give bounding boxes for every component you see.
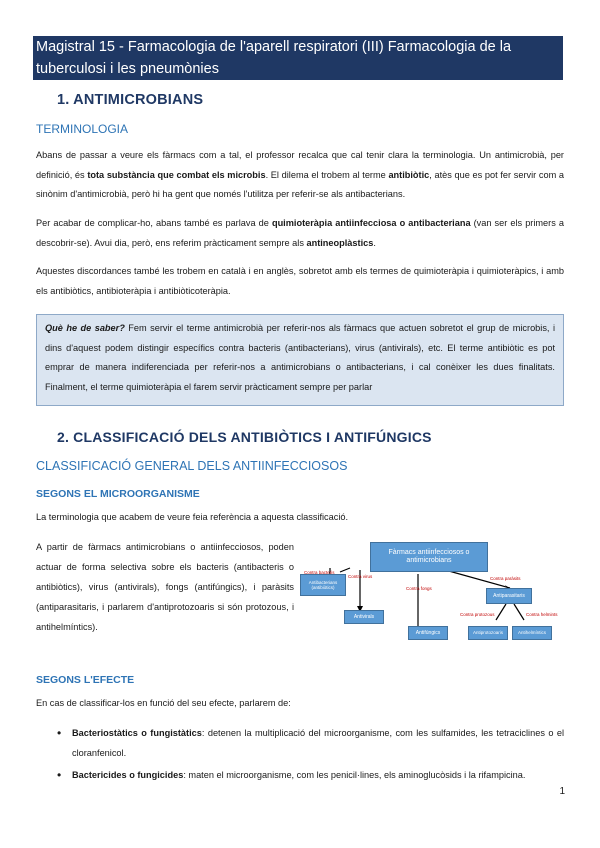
document-title: Magistral 15 - Farmacologia de l'aparell respiratori (III) Farmacologia de la tuberculosi i les pneumònies: [33, 36, 563, 80]
paragraph-effect-intro: En cas de classificar-los en funció del seu efecte, parlarem de:: [36, 698, 291, 708]
subheading-terminologia: TERMINOLOGIA: [36, 122, 129, 136]
effect-list: [36, 724, 564, 789]
key-points-box: [36, 314, 564, 406]
diagram-antiprotozoaris: Antiprotozoaris: [468, 626, 508, 640]
list-item: • Bacteriostàtics o fungistàtics: detenen la multiplicació del microorganisme, com les sulfamides, les tetraciclines o el cloranfenicol.: [36, 724, 564, 763]
subheading-classificacio-general: CLASSIFICACIÓ GENERAL DELS ANTIINFECCIOSOS: [36, 459, 348, 473]
paragraph-micro-detail: A partir de fàrmacs antimicrobians o antiinfecciosos, poden actuar de forma selectiva sobre els bacteris (antibacteris o antibiòtics), virus (antivirals), fongs (antifúngics), i paràsits (antiparasitaris, i parlarem d'antiprotozoaris si són protozous, i antihelmíntics).: [36, 542, 294, 632]
classification-diagram: [300, 536, 566, 648]
diagram-antibacterians: Antibacterians (antibiòtics): [300, 574, 346, 596]
section-heading-antimicrobians: 1. ANTIMICROBIANS: [57, 92, 204, 108]
diagram-label-fongs: Contra fongs: [406, 586, 432, 591]
diagram-label-helmints: Contra helmints: [526, 612, 558, 617]
diagram-antiparasitaris: Antiparasitaris: [486, 588, 532, 604]
paragraph-terminology-3: Aquestes discordances també les trobem en català i en anglès, sobretot amb els termes de quimioteràpia i quimioteràpics, i amb els antibiòtics, antibioteràpia i antibiòticoteràpia.: [36, 266, 564, 296]
diagram-antivirals: Antivirals: [344, 610, 384, 624]
diagram-label-parasits: Contra paràsits: [490, 576, 521, 581]
diagram-label-protozous: Contra protozous: [460, 612, 495, 617]
diagram-root: Fàrmacs antiinfecciosos o antimicrobians: [370, 542, 488, 572]
subheading-segons-microorganisme: SEGONS EL MICROORGANISME: [36, 488, 200, 500]
key-points-text: Fem servir el terme antimicrobià per referir-nos als fàrmacs que actuen sobretot el grup de microbis, i dins d'aquest podem distingir específics contra bacteris (antibacterians), virus (antivirals), etc. El terme antibiòtic es pot emprar de manera indiferenciada per referir-nos a antimicrobians o antibacterians, i cal conèixer les dues finalitats. Finalment, el terme quimioteràpia el farem servir pràcticament sempre per parlar: [45, 323, 555, 392]
paragraph-terminology-2: Per acabar de complicar-ho, abans també es parlava de quimioteràpia antiinfecciosa o antibacteriana (van ser els primers a descobrir-se). Avui dia, però, ens referim pràcticament sempre als antineoplàstics.: [36, 218, 564, 248]
list-item: • Bactericides o fungicides: maten el microorganisme, com les penicil·lines, els aminoglucòsids i la rifampicina.: [36, 766, 564, 786]
paragraph-micro-intro: La terminologia que acabem de veure feia referència a aquesta classificació.: [36, 512, 349, 522]
diagram-label-virus: Contra virus: [348, 574, 373, 579]
diagram-label-bacteris: Contra bacteris: [304, 570, 335, 575]
key-points-lead: Què he de saber?: [45, 323, 125, 333]
diagram-antihelmintics: Antihelmíntics: [512, 626, 552, 640]
page-number: 1: [559, 786, 565, 797]
subheading-segons-efecte: SEGONS L'EFECTE: [36, 674, 135, 686]
section-heading-classificacio: 2. CLASSIFICACIÓ DELS ANTIBIÒTICS I ANTIFÚNGICS: [57, 429, 432, 445]
diagram-antifungics: Antifúngics: [408, 626, 448, 640]
paragraph-terminology-1: Abans de passar a veure els fàrmacs com a tal, el professor recalca que cal tenir clara la terminologia. Un antimicrobià, per definició, és tota substància que combat els microbis. El dilema el trobem al terme antibiòtic, atès que es pot fer servir com a sinònim d'antimicrobià, però hi ha gent que només l'utilitza per referir-se als antibacterians.: [36, 150, 565, 199]
